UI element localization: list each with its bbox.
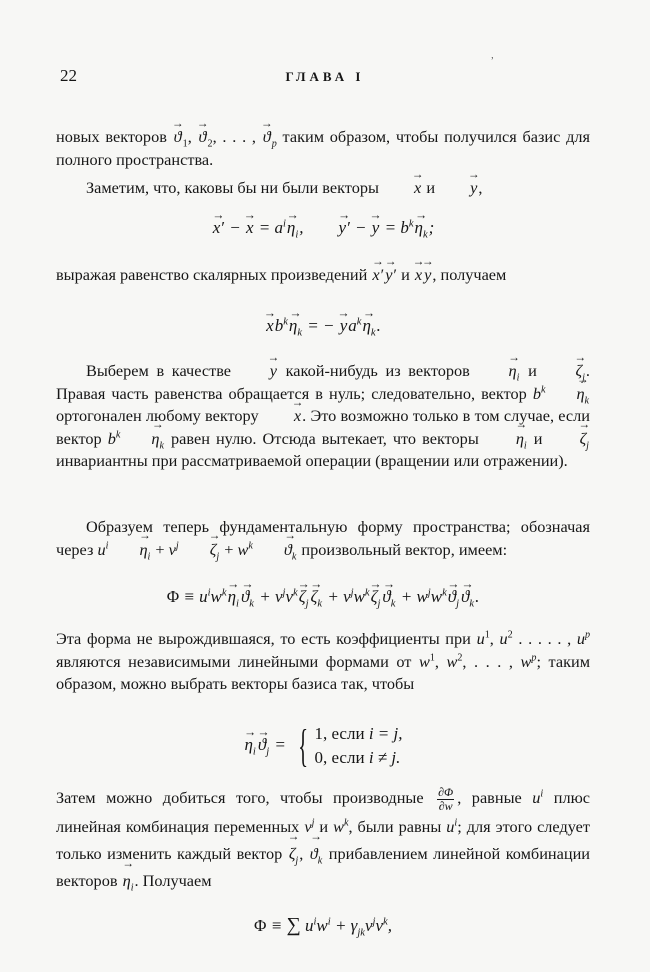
paragraph-7: Затем можно добиться того, чтобы производные $\frac{\partial\Phi}{\partial w}$ , равные $u^i$ плюс линейная комбинация переменных $v^j$ и $w^k$, были равны $u^i$; для этого следует только изменить каждый вектор → $\zeta_j$, → $ϑ_k$ прибавлением линейной комбинации векторов → $\eta_i$. Получаем — [56, 784, 590, 894]
equation-3: $\Phi \equiv u^iw^k\to \eta_i\to ϑ_k + v^jv^k\to \zeta_j\to \zeta_k + v^jw^k\to \zeta_j\to ϑ_k + w^jw^k\to ϑ_j\to ϑ_k$. — [56, 587, 590, 607]
paragraph-5: Образуем теперь фундаментальную форму пространства; обозначая через $u^i\to \eta_i + v^j\to \zeta_j + w^k\to ϑ_k$ произвольный вектор, имеем: — [56, 516, 590, 561]
page-number: 22 — [60, 66, 77, 85]
paragraph-6: Эта форма не вырождившаяся, то есть коэффициенты при $u^1$, $u^2$ . . . . . , $u^p$ являются независимыми линейными формами от $w^1$, $w^2$, . . . , $w^p$; таким образом, можно выбрать векторы базиса так, чтобы — [56, 629, 591, 693]
case-2-value: 0, — [314, 748, 328, 767]
page-header — [60, 56, 590, 88]
equation-4: → $\eta_i\to ϑ_j$ = { 1, если i = j, 0, если i ≠ j. — [56, 722, 590, 770]
paragraph-2: Заметим, что, каковы бы ни были векторы → x и → y, — [56, 177, 590, 200]
paragraph-3: выражая равенство скалярных произведений → x′→ y′ и → x→ y, получаем — [56, 264, 590, 287]
case-1-condition: если — [331, 724, 365, 743]
paragraph-4: Выберем в качестве → y какой-нибудь из векторов → $\eta_i$ $и \to \zeta_j$. Правая часть равенства обращается в нуль; следовательно, вектор $b^k\to \eta_k$ ортогонален любому вектору → x. Это возможно только в том случае, если вектор $b^k\to \eta_k$ равен нулю. Отсюда вытекает, что векторы → $\eta_i$ $и \to \zeta_j$ инвариантны при рассматриваемой операции (вращении или отражении). — [56, 360, 590, 473]
paragraph-1: новых векторов → $ϑ_1$, → $ϑ_2$, . . . , → $ϑ_p$ таким образом, чтобы получился базис для полного пространства. — [56, 126, 590, 171]
equation-1: → x′ − → $x = a^i\to \eta_i$, → y′ − → $y = b^k\to \eta_k$; — [56, 218, 590, 238]
case-1-value: 1, — [314, 724, 328, 743]
case-2-condition: если — [331, 748, 365, 767]
equation-5: Φ ≡ ∑ $u^iw^i + \gamma_{jk}v^jv^k$, — [254, 914, 392, 939]
equation-2: → $xb^k\to \eta_k$ = − → $ya^k\to \eta_k$. — [56, 316, 590, 336]
print-mark: ʼ — [490, 56, 494, 67]
chapter-title: ГЛАВА I — [285, 69, 365, 84]
